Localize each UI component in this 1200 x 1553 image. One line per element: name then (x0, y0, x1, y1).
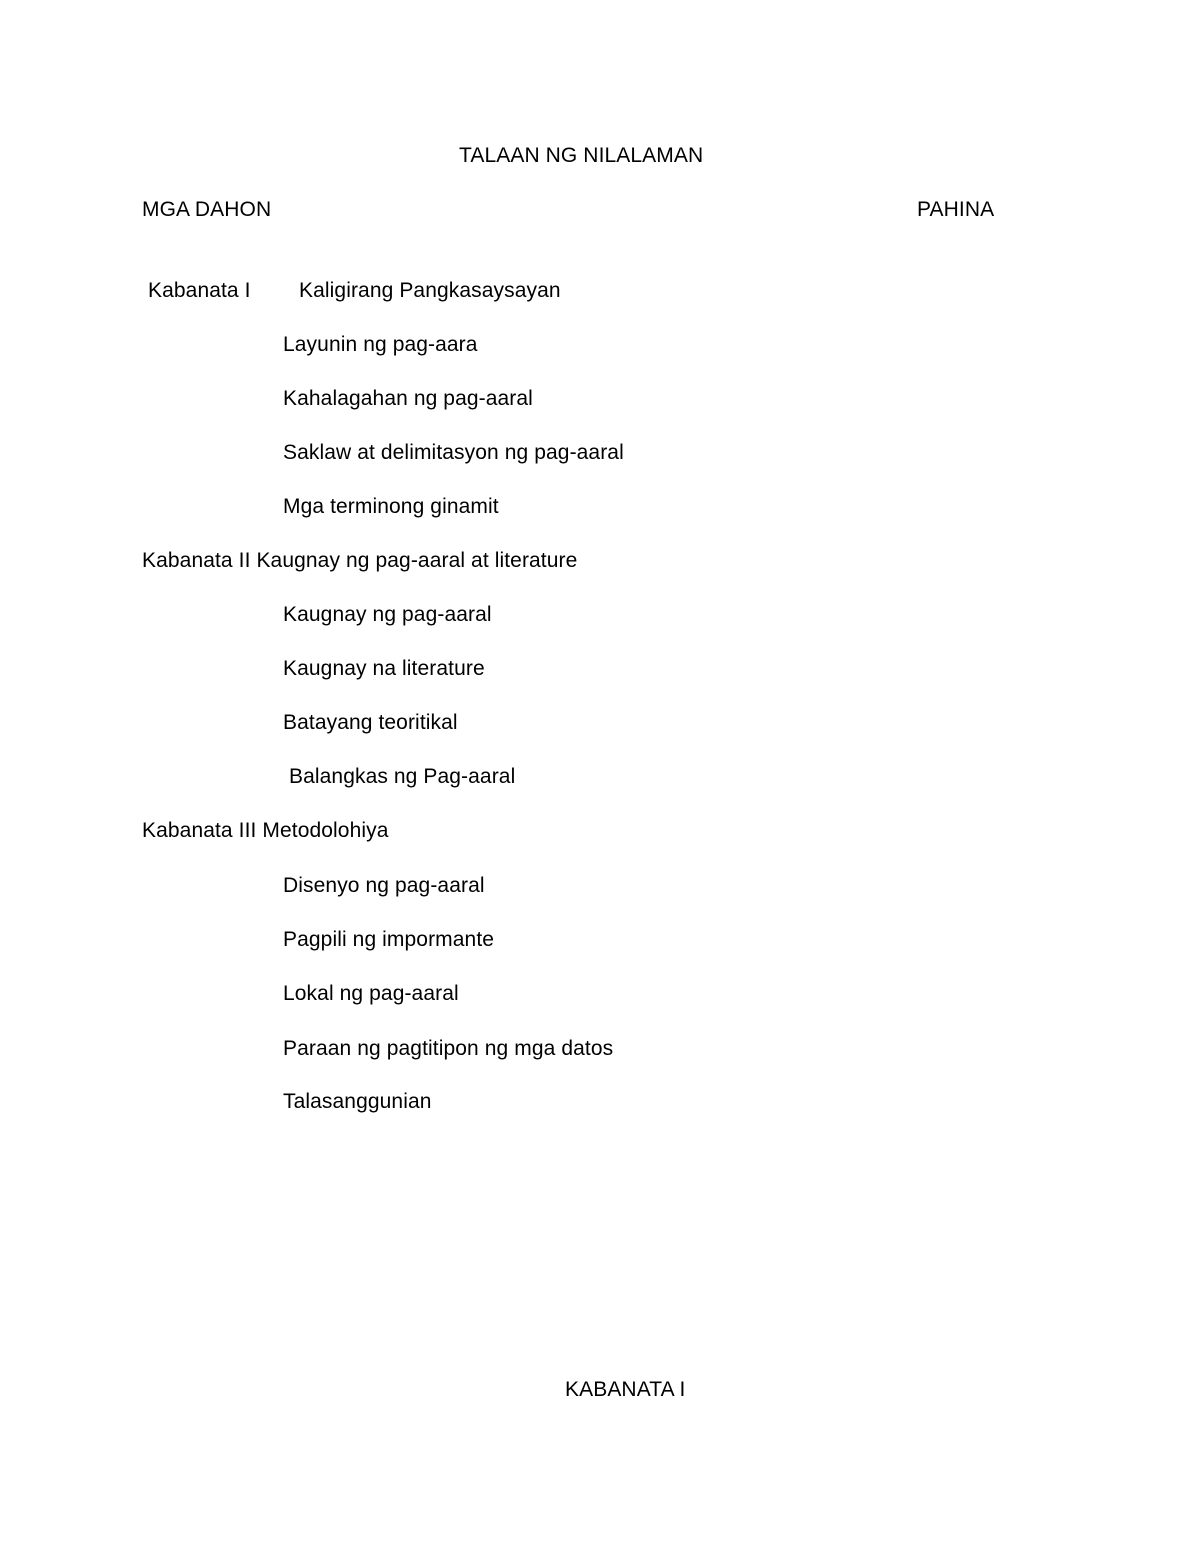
chapter-2-heading: Kabanata II Kaugnay ng pag-aaral at literature (142, 549, 578, 572)
toc-item: Balangkas ng Pag-aaral (289, 765, 516, 788)
toc-item: Pagpili ng impormante (283, 928, 495, 951)
toc-item: Kahalagahan ng pag-aaral (283, 387, 533, 410)
toc-item: Kaugnay ng pag-aaral (283, 603, 492, 626)
chapter-3-heading: Kabanata III Metodolohiya (142, 819, 389, 842)
next-chapter-heading: KABANATA I (565, 1378, 686, 1401)
column-header-pages-right: PAHINA (917, 198, 995, 221)
toc-item: Disenyo ng pag-aaral (283, 874, 485, 897)
chapter-1-label: Kabanata I (148, 279, 251, 302)
toc-item: Lokal ng pag-aaral (283, 982, 459, 1005)
toc-item: Kaugnay na literature (283, 657, 485, 680)
document-title: TALAAN NG NILALAMAN (459, 144, 704, 167)
toc-item: Saklaw at delimitasyon ng pag-aaral (283, 441, 624, 464)
toc-item: Batayang teoritikal (283, 711, 458, 734)
toc-item: Layunin ng pag-aara (283, 333, 478, 356)
toc-item: Paraan ng pagtitipon ng mga datos (283, 1037, 614, 1060)
chapter-1-title: Kaligirang Pangkasaysayan (299, 279, 561, 302)
column-header-pages-left: MGA DAHON (142, 198, 272, 221)
toc-item: Mga terminong ginamit (283, 495, 499, 518)
toc-item: Talasanggunian (283, 1090, 432, 1113)
